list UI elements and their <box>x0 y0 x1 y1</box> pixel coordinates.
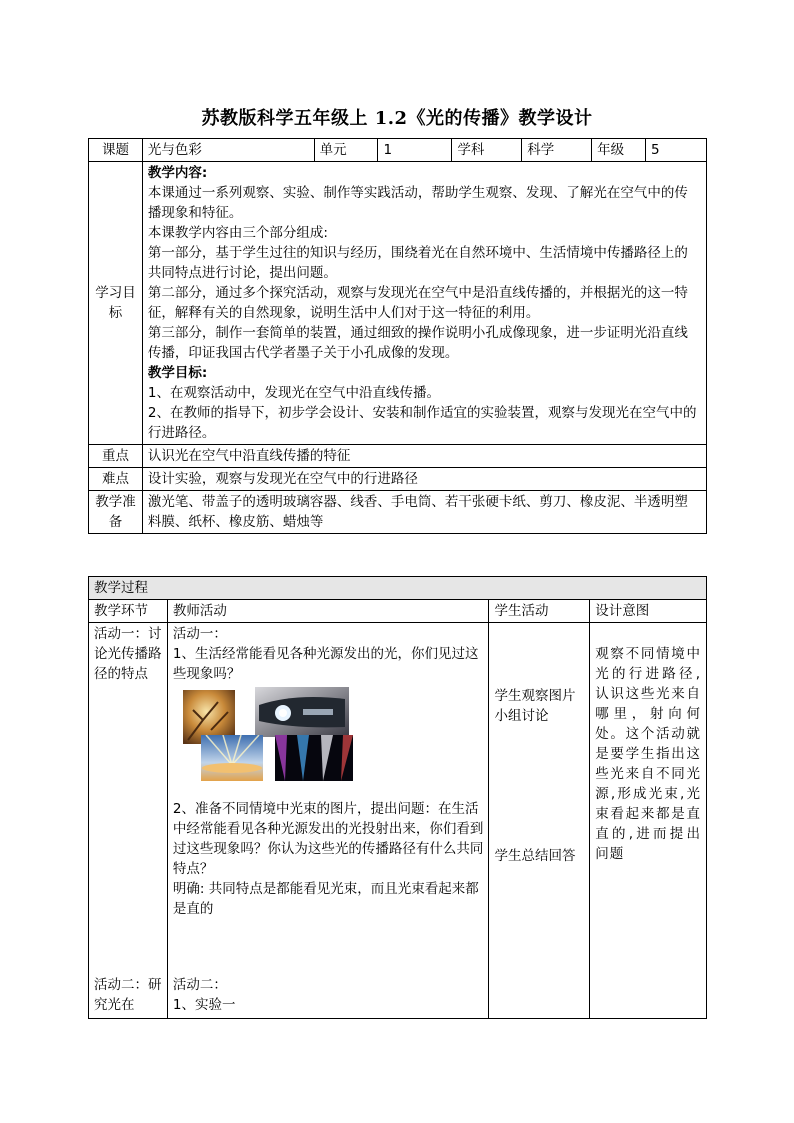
unit-label: 单元 <box>314 139 378 162</box>
grade-label: 年级 <box>592 139 646 162</box>
design-intent-cell <box>590 623 707 1019</box>
stage-activity-1: 活动一：讨论光传播路径的特点 <box>94 626 162 682</box>
col-design-header: 设计意图 <box>590 600 707 623</box>
content-line: 第一部分，基于学生过往的知识与经历，围绕着光在自然环境中、生活情境中传播路径上的共同特点进行讨论，提出问题。 <box>147 245 688 281</box>
objective-line: 2、在教师的指导下，初步学会设计、安装和制作适宜的实验装置，观察与发现光在空气中的行进路径。 <box>147 405 697 441</box>
student-activity-2: 学生总结回答 <box>494 848 576 864</box>
teacher-act2-title: 活动二： <box>172 977 227 993</box>
col-stage-header: 教学环节 <box>89 600 168 623</box>
sunrays-through-clouds-photo <box>201 735 263 781</box>
teacher-act1-answer: 明确: 共同特点是都能看见光束，而且光束看起来都是直的 <box>172 881 479 917</box>
key-value: 认识光在空气中沿直线传播的特征 <box>142 445 706 468</box>
teacher-activity-cell <box>167 623 489 1019</box>
goals-label: 学习目标 <box>89 162 143 445</box>
topic-label: 课题 <box>89 139 143 162</box>
content-line: 本课教学内容由三个部分组成: <box>147 225 328 241</box>
unit-value: 1 <box>378 139 452 162</box>
student-activity-1: 学生观察图片小组讨论 <box>494 688 576 724</box>
teacher-act2-item: 1、实验一 <box>172 997 236 1013</box>
subject-value: 科学 <box>522 139 592 162</box>
col-teacher-header: 教师活动 <box>167 600 489 623</box>
content-heading: 教学内容: <box>147 165 208 181</box>
teaching-process-table <box>88 576 707 1019</box>
design-intent-1: 观察不同情境中光的行进路径,认识这些光来自哪里，射向何处。这个活动就是要学生指出这些光来自不同光源,形成光束,光束看起来都是直直的,进而提出问题 <box>595 646 701 862</box>
content-line: 第二部分，通过多个探究活动，观察与发现光在空气中是沿直线传播的，并根据光的这一特征，解释有关的自然现象，说明生活中人们对于这一特征的利用。 <box>147 285 688 321</box>
stage-activity-2: 活动二：研究光在 <box>94 977 162 1013</box>
process-header: 教学过程 <box>89 577 707 600</box>
prep-value: 激光笔、带盖子的透明玻璃容器、线香、手电筒、若干张硬卡纸、剪刀、橡皮泥、半透明塑料膜、纸杯、橡皮筋、蜡烛等 <box>142 491 706 534</box>
car-headlight-photo <box>255 687 349 737</box>
difficult-label: 难点 <box>89 468 143 491</box>
objective-line: 1、在观察活动中，发现光在空气中沿直线传播。 <box>147 385 441 401</box>
stage-spotlights-photo <box>275 735 353 781</box>
goals-content <box>142 162 706 445</box>
objectives-heading: 教学目标: <box>147 365 208 381</box>
teacher-act1-question2: 2、准备不同情境中光束的图片，提出问题：在生活中经常能看见各种光源发出的光投射出来，你们看到过这些现象吗？你认为这些光的传播路径有什么共同特点？ <box>172 801 484 877</box>
grade-value: 5 <box>646 139 707 162</box>
teacher-act1-question1: 1、生活经常能看见各种光源发出的光，你们见过这些现象吗？ <box>172 646 479 682</box>
topic-value: 光与色彩 <box>142 139 314 162</box>
content-line: 第三部分，制作一套简单的装置，通过细致的操作说明小孔成像现象，进一步证明光沿直线传播，印证我国古代学者墨子关于小孔成像的发现。 <box>147 325 688 361</box>
content-line: 本课通过一系列观察、实验、制作等实践活动，帮助学生观察、发现、了解光在空气中的传播现象和特征。 <box>147 185 688 221</box>
teacher-act1-title: 活动一： <box>172 626 227 642</box>
key-label: 重点 <box>89 445 143 468</box>
col-student-header: 学生活动 <box>489 600 590 623</box>
subject-label: 学科 <box>452 139 522 162</box>
prep-label: 教学准备 <box>89 491 143 534</box>
student-activity-cell <box>489 623 590 1019</box>
difficult-value: 设计实验，观察与发现光在空气中的行进路径 <box>142 468 706 491</box>
light-photos-collage <box>183 687 363 795</box>
page-title: 苏教版科学五年级上 1.2《光的传播》教学设计 <box>201 108 593 129</box>
lesson-info-table <box>88 138 707 534</box>
stage-cell <box>89 623 168 1019</box>
